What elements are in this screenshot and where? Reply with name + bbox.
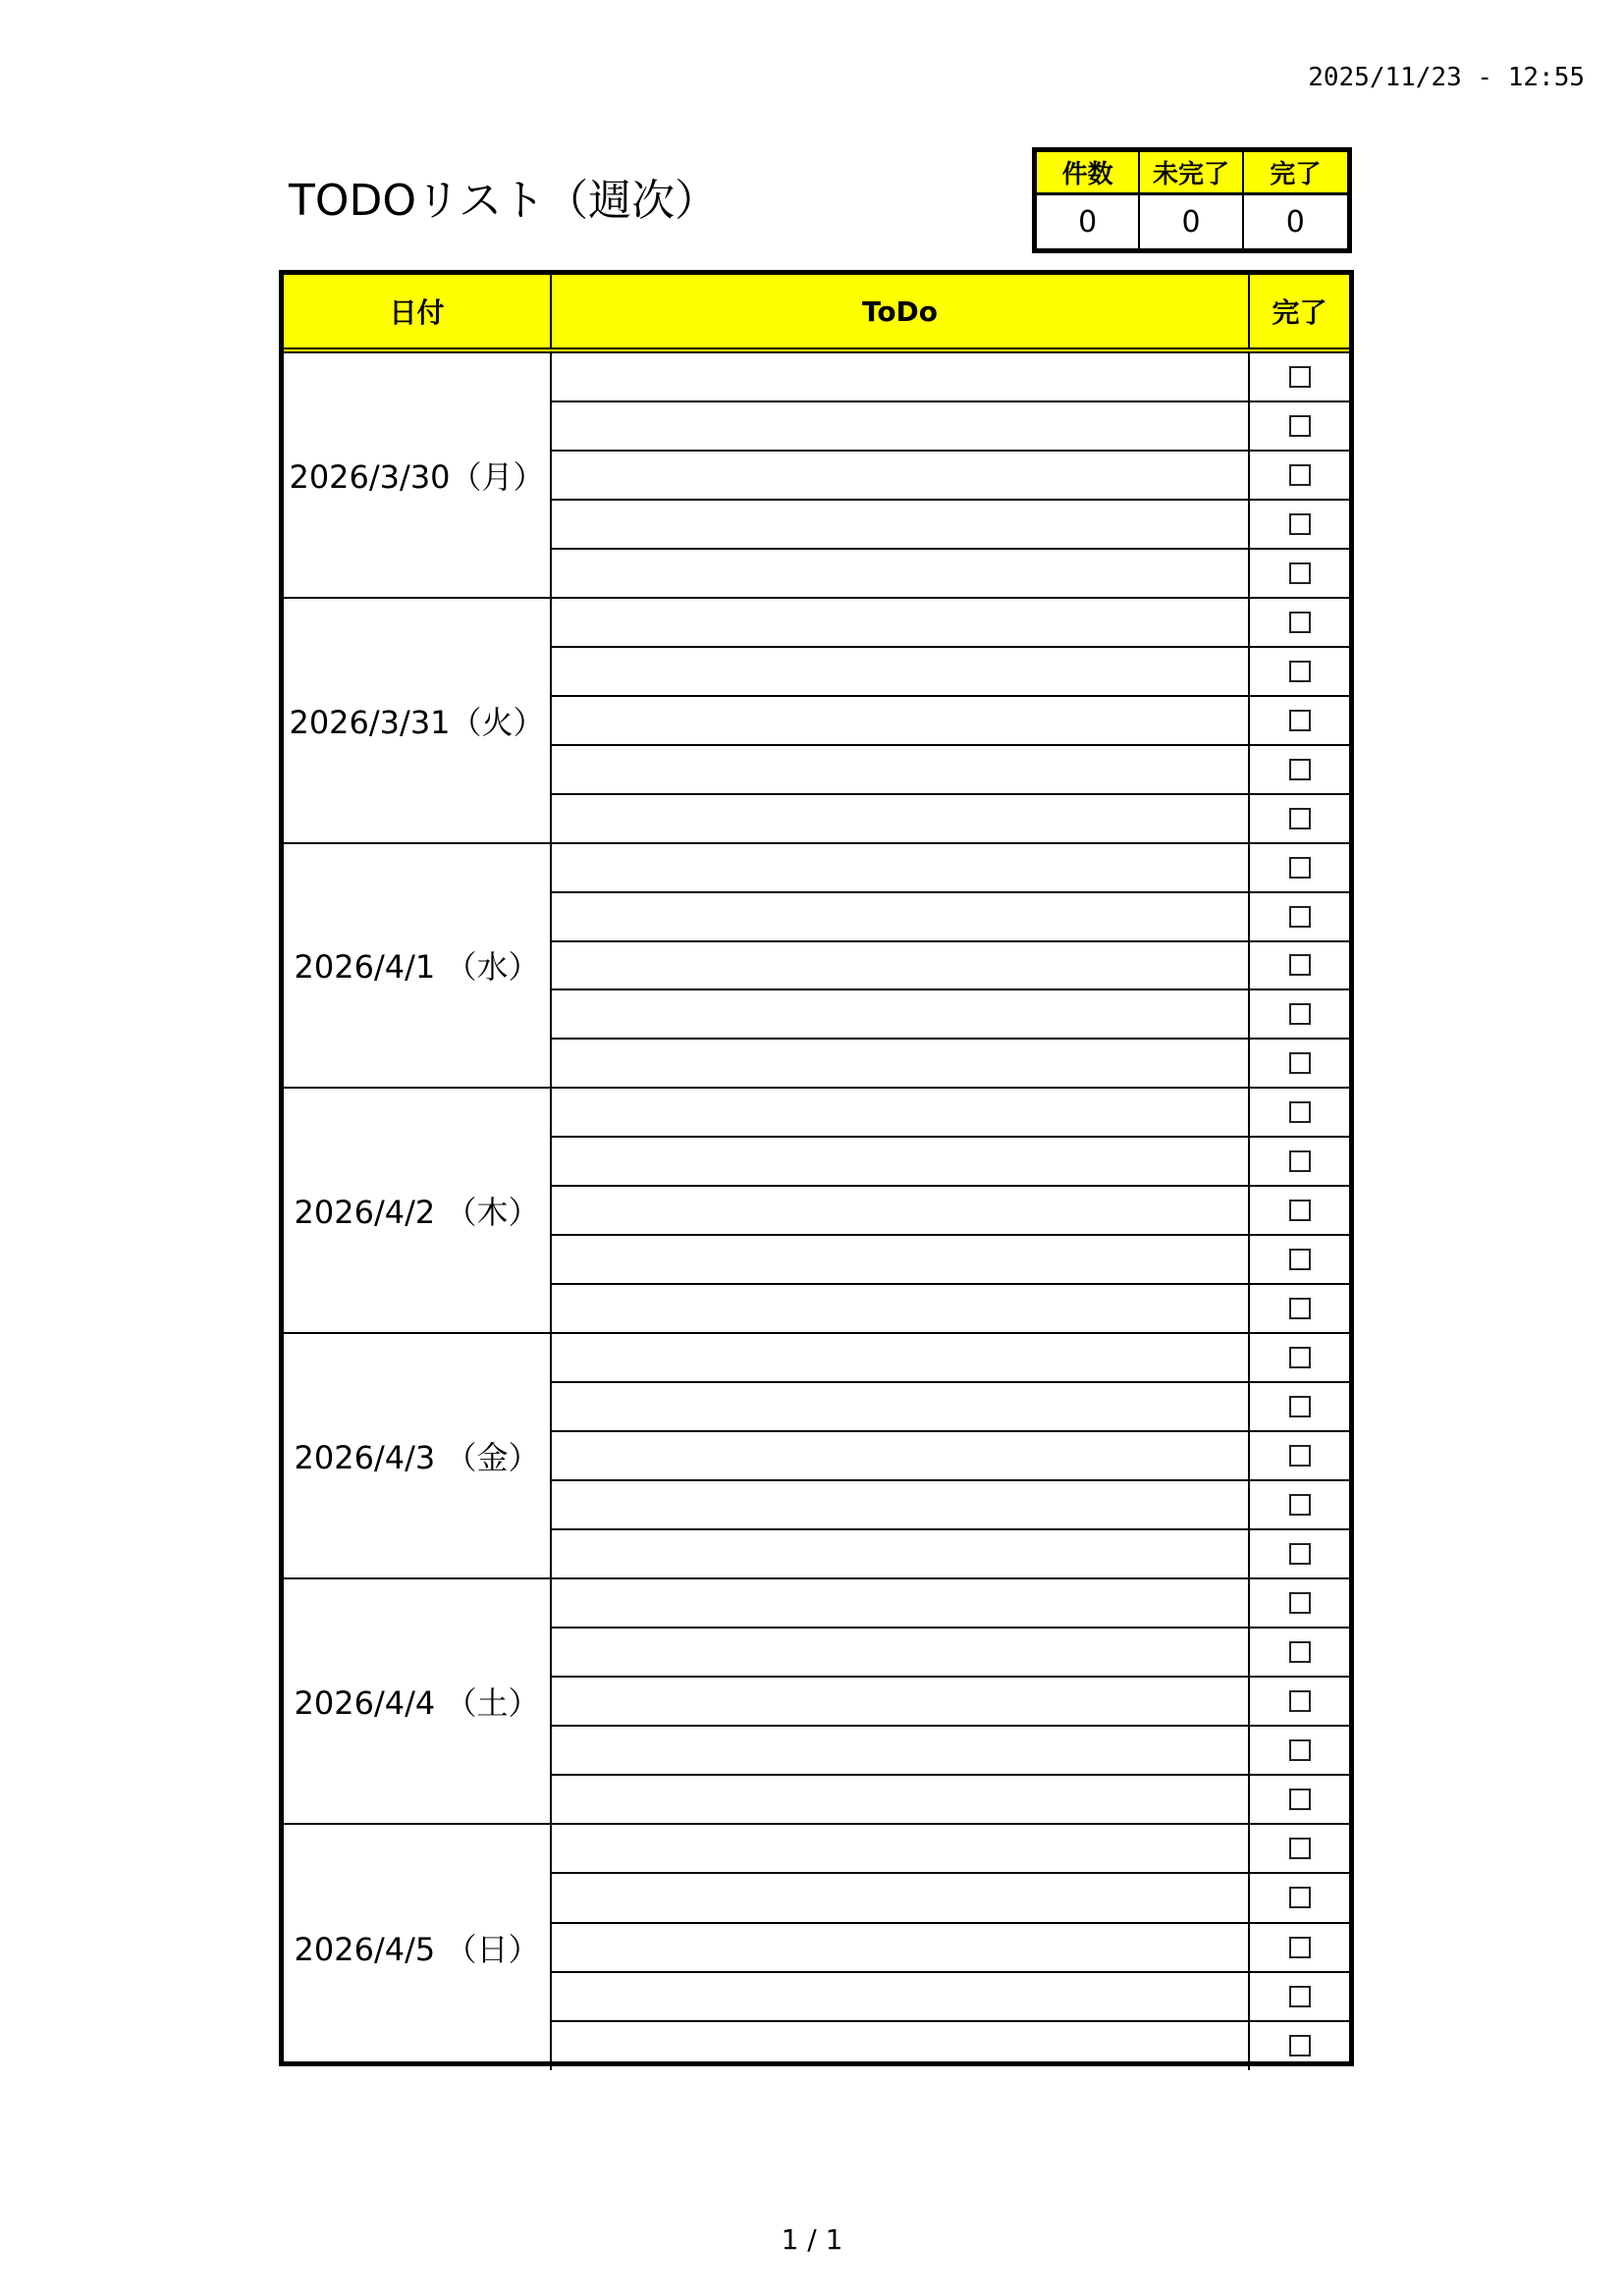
day-rows: [552, 353, 1349, 597]
done-cell: [1250, 1285, 1349, 1332]
todo-cell[interactable]: [552, 1924, 1250, 1971]
done-checkbox[interactable]: [1289, 366, 1311, 388]
done-checkbox[interactable]: [1289, 1249, 1311, 1270]
todo-cell[interactable]: [552, 1629, 1250, 1676]
day-group: [284, 1334, 1349, 1579]
done-checkbox[interactable]: [1289, 1592, 1311, 1614]
done-checkbox[interactable]: [1289, 562, 1311, 584]
done-checkbox[interactable]: [1289, 857, 1311, 879]
header-done: 完了: [1272, 296, 1327, 329]
done-checkbox[interactable]: [1289, 710, 1311, 731]
todo-cell[interactable]: [552, 1383, 1250, 1430]
todo-cell[interactable]: [552, 402, 1250, 450]
done-cell: [1250, 942, 1349, 989]
day-group: [284, 1579, 1349, 1825]
done-cell: [1250, 1138, 1349, 1185]
table-row: [552, 1678, 1349, 1727]
done-cell: [1250, 795, 1349, 842]
todo-cell[interactable]: [552, 844, 1250, 891]
todo-cell[interactable]: [552, 550, 1250, 597]
table-row: [552, 1924, 1349, 1973]
table-row: [552, 1040, 1349, 1087]
day-date-cell: 2026/4/1 （水）: [284, 844, 552, 1088]
day-group: [284, 599, 1349, 844]
done-cell: [1250, 893, 1349, 940]
day-rows: [552, 1825, 1349, 2070]
table-row: [552, 1530, 1349, 1577]
todo-cell[interactable]: [552, 2022, 1250, 2069]
table-row: [552, 599, 1349, 648]
table-row: [552, 648, 1349, 697]
page-title: TODOリスト（週次）: [289, 176, 719, 226]
done-checkbox[interactable]: [1289, 1838, 1311, 1859]
table-row: [552, 1481, 1349, 1530]
done-cell: [1250, 1481, 1349, 1528]
done-checkbox[interactable]: [1289, 1347, 1311, 1368]
done-cell: [1250, 1973, 1349, 2020]
done-checkbox[interactable]: [1289, 759, 1311, 780]
todo-cell[interactable]: [552, 1481, 1250, 1528]
day-rows: [552, 599, 1349, 842]
table-row: [552, 1236, 1349, 1285]
done-checkbox[interactable]: [1289, 1003, 1311, 1025]
table-row: [552, 844, 1349, 893]
table-row: [552, 353, 1349, 402]
done-cell: [1250, 1334, 1349, 1381]
todo-cell[interactable]: [552, 1727, 1250, 1774]
day-group: [284, 1089, 1349, 1334]
table-body: [284, 353, 1349, 2061]
done-checkbox[interactable]: [1289, 1101, 1311, 1123]
done-cell: [1250, 746, 1349, 793]
table-row: [552, 1138, 1349, 1187]
done-checkbox[interactable]: [1289, 1200, 1311, 1221]
table-row: [552, 1973, 1349, 2022]
done-cell: [1250, 1530, 1349, 1577]
todo-cell[interactable]: [552, 697, 1250, 744]
day-group: [284, 844, 1349, 1090]
print-timestamp: 2025/11/23 - 12:55: [1308, 63, 1585, 92]
table-row: [552, 1825, 1349, 1874]
done-checkbox[interactable]: [1289, 906, 1311, 928]
table-row: [552, 746, 1349, 795]
done-checkbox[interactable]: [1289, 1298, 1311, 1319]
table-header: [284, 275, 1349, 353]
todo-cell[interactable]: [552, 599, 1250, 646]
done-cell: [1250, 1236, 1349, 1283]
done-checkbox[interactable]: [1289, 1445, 1311, 1467]
summary-header-complete: 完了: [1244, 152, 1347, 195]
done-cell: [1250, 697, 1349, 744]
table-row: [552, 550, 1349, 597]
done-checkbox[interactable]: [1289, 1690, 1311, 1712]
summary-header-incomplete: 未完了: [1140, 152, 1243, 195]
done-checkbox[interactable]: [1289, 1543, 1311, 1565]
todo-cell[interactable]: [552, 452, 1250, 499]
done-cell: [1250, 550, 1349, 597]
table-row: [552, 1874, 1349, 1923]
day-group: [284, 353, 1349, 599]
table-row: [552, 2022, 1349, 2069]
done-cell: [1250, 2022, 1349, 2069]
todo-cell[interactable]: [552, 501, 1250, 548]
done-cell: [1250, 1874, 1349, 1921]
done-cell: [1250, 353, 1349, 400]
day-date-cell: 2026/4/4 （土）: [284, 1579, 552, 1823]
done-cell: [1250, 648, 1349, 695]
done-cell: [1250, 599, 1349, 646]
done-cell: [1250, 1776, 1349, 1823]
done-checkbox[interactable]: [1289, 1150, 1311, 1172]
todo-cell[interactable]: [552, 1825, 1250, 1872]
table-row: [552, 697, 1349, 746]
done-checkbox[interactable]: [1289, 2035, 1311, 2056]
table-row: [552, 501, 1349, 550]
table-row: [552, 795, 1349, 842]
todo-cell[interactable]: [552, 1579, 1250, 1627]
day-rows: [552, 844, 1349, 1088]
day-date-cell: 2026/3/31（火）: [284, 599, 552, 842]
done-cell: [1250, 844, 1349, 891]
done-checkbox[interactable]: [1289, 808, 1311, 829]
table-row: [552, 1089, 1349, 1138]
todo-cell[interactable]: [552, 1776, 1250, 1823]
table-row: [552, 1383, 1349, 1432]
day-rows: [552, 1089, 1349, 1332]
done-cell: [1250, 1678, 1349, 1725]
todo-cell[interactable]: [552, 1530, 1250, 1577]
done-checkbox[interactable]: [1289, 1494, 1311, 1516]
done-cell: [1250, 1629, 1349, 1676]
todo-table: [279, 270, 1354, 2066]
done-checkbox[interactable]: [1289, 464, 1311, 486]
table-row: [552, 1187, 1349, 1236]
table-row: [552, 893, 1349, 942]
todo-cell[interactable]: [552, 1678, 1250, 1725]
done-checkbox[interactable]: [1289, 954, 1311, 976]
summary-value-count: 0: [1037, 195, 1140, 248]
table-row: [552, 1776, 1349, 1823]
summary-header-count: 件数: [1037, 152, 1140, 195]
table-row: [552, 1432, 1349, 1481]
summary-value-complete: 0: [1285, 204, 1305, 240]
todo-cell[interactable]: [552, 353, 1250, 400]
todo-cell[interactable]: [552, 1089, 1250, 1136]
done-cell: [1250, 990, 1349, 1038]
table-row: [552, 1727, 1349, 1776]
table-row: [552, 1334, 1349, 1383]
todo-cell[interactable]: [552, 1973, 1250, 2020]
table-row: [552, 990, 1349, 1040]
todo-cell[interactable]: [552, 795, 1250, 842]
done-checkbox[interactable]: [1289, 1887, 1311, 1908]
done-cell: [1250, 452, 1349, 499]
done-cell: [1250, 1825, 1349, 1872]
done-checkbox[interactable]: [1289, 1641, 1311, 1663]
table-row: [552, 452, 1349, 501]
day-date-cell: 2026/4/2 （木）: [284, 1089, 552, 1332]
page-number: 1 / 1: [781, 2223, 843, 2256]
day-group: [284, 1825, 1349, 2070]
done-checkbox[interactable]: [1289, 1396, 1311, 1417]
done-checkbox[interactable]: [1289, 1052, 1311, 1074]
done-checkbox[interactable]: [1289, 415, 1311, 437]
done-checkbox[interactable]: [1289, 1937, 1311, 1958]
done-checkbox[interactable]: [1289, 1789, 1311, 1810]
done-cell: [1250, 501, 1349, 548]
header-todo: ToDo: [552, 275, 1250, 347]
todo-cell[interactable]: [552, 1138, 1250, 1185]
day-date-cell: 2026/3/30（月）: [284, 353, 552, 597]
done-cell: [1250, 402, 1349, 450]
todo-cell[interactable]: [552, 1236, 1250, 1283]
done-cell: [1250, 1383, 1349, 1430]
table-row: [552, 1629, 1349, 1678]
done-cell: [1250, 1432, 1349, 1479]
summary-value-incomplete: 0: [1140, 195, 1243, 248]
todo-cell[interactable]: [552, 1040, 1250, 1087]
done-cell: [1250, 1187, 1349, 1234]
done-cell: [1250, 1924, 1349, 1971]
todo-cell[interactable]: [552, 990, 1250, 1038]
todo-cell[interactable]: [552, 746, 1250, 793]
table-row: [552, 942, 1349, 991]
day-rows: [552, 1579, 1349, 1823]
todo-cell[interactable]: [552, 1874, 1250, 1921]
done-checkbox[interactable]: [1289, 661, 1311, 682]
table-row: [552, 1285, 1349, 1332]
summary-table: [1032, 147, 1352, 253]
done-checkbox[interactable]: [1289, 513, 1311, 535]
todo-cell[interactable]: [552, 1334, 1250, 1381]
todo-cell[interactable]: [552, 648, 1250, 695]
day-date-cell: 2026/4/5 （日）: [284, 1825, 552, 2070]
todo-cell[interactable]: [552, 1432, 1250, 1479]
table-row: [552, 1579, 1349, 1629]
todo-cell[interactable]: [552, 1187, 1250, 1234]
done-checkbox[interactable]: [1289, 1986, 1311, 2007]
done-cell: [1250, 1579, 1349, 1627]
todo-cell[interactable]: [552, 1285, 1250, 1332]
header-date: 日付: [284, 275, 552, 347]
done-checkbox[interactable]: [1289, 612, 1311, 633]
done-checkbox[interactable]: [1289, 1739, 1311, 1761]
done-cell: [1250, 1089, 1349, 1136]
done-cell: [1250, 1727, 1349, 1774]
todo-cell[interactable]: [552, 942, 1250, 989]
day-date-cell: 2026/4/3 （金）: [284, 1334, 552, 1577]
done-cell: [1250, 1040, 1349, 1087]
day-rows: [552, 1334, 1349, 1577]
todo-cell[interactable]: [552, 893, 1250, 940]
table-row: [552, 402, 1349, 452]
